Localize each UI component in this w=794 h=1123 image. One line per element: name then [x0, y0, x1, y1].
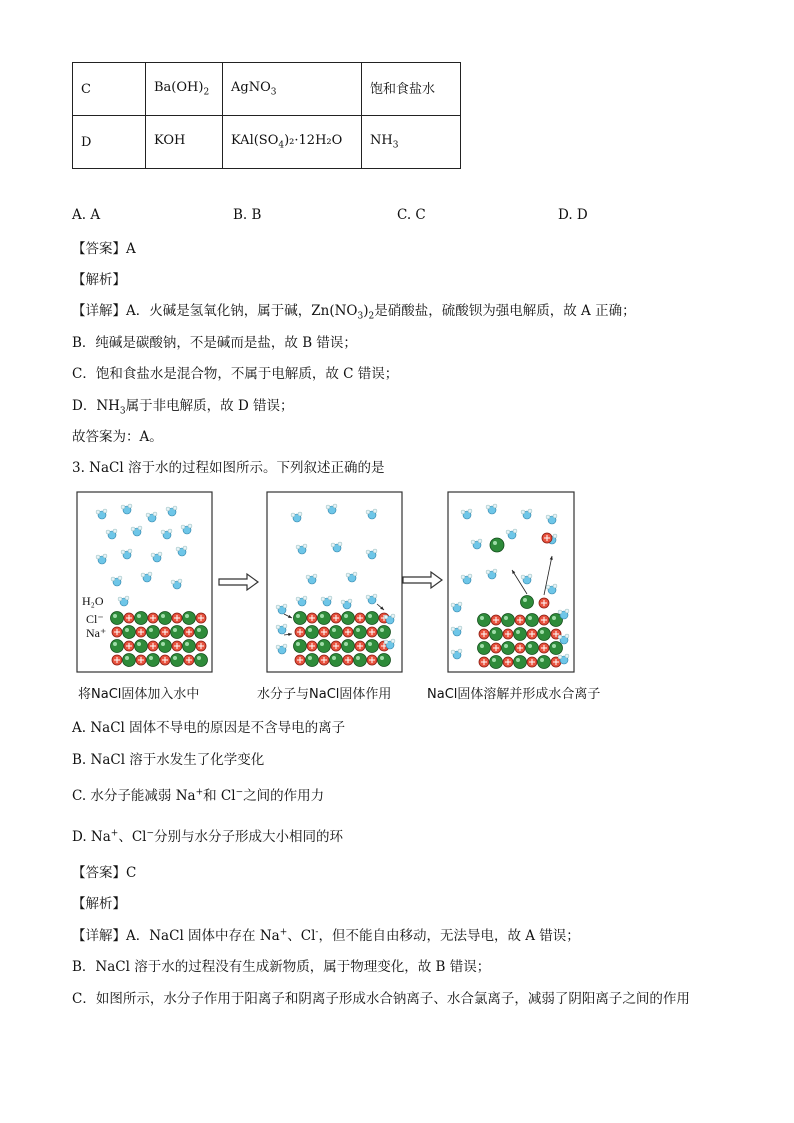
- chloride-ion: [330, 626, 343, 639]
- table-cell: AgNO$_3$: [223, 63, 362, 116]
- table-cell: D: [73, 116, 146, 169]
- label-h2o: H₂O: [82, 594, 104, 608]
- q3-stem: 3. NaCl 溶于水的过程如图所示。下列叙述正确的是: [72, 460, 385, 476]
- chloride-ion: [306, 654, 319, 667]
- chloride-ion: [318, 612, 331, 625]
- q3-analysis: 【解析】: [72, 896, 126, 912]
- table-cell: $NH_3$: [362, 116, 461, 169]
- chloride-ion: [514, 656, 527, 669]
- chloride-ion: [306, 626, 319, 639]
- chloride-ion: [135, 612, 148, 625]
- options-table: [72, 62, 461, 169]
- choice-b: B. B: [233, 207, 262, 223]
- chloride-ion: [195, 626, 208, 639]
- q2-detail-c: C．饱和食盐水是混合物，不属于电解质，故 C 错误；: [72, 366, 399, 382]
- q2-answer: 【答案】A: [72, 241, 136, 257]
- chloride-ion: [171, 654, 184, 667]
- q2-detail-b: B．纯碱是碳酸钠，不是碱而是盐，故 B 错误；: [72, 335, 357, 351]
- chloride-ion: [378, 654, 391, 667]
- chloride-ion: [195, 654, 208, 667]
- caption-2: 水分子与NaCl固体作用: [257, 687, 392, 702]
- chloride-ion: [123, 654, 136, 667]
- chloride-ion: [354, 626, 367, 639]
- table-cell: $KAl(SO_4)_2\cdot 12H_2O$: [223, 116, 362, 169]
- chloride-ion: [111, 612, 124, 625]
- chloride-ion: [330, 654, 343, 667]
- q2-conclusion: 故答案为：A。: [72, 429, 163, 445]
- table-cell: KOH: [146, 116, 223, 169]
- chloride-ion: [366, 640, 379, 653]
- q3-detail-b: B．NaCl 溶于水的过程没有生成新物质，属于物理变化，故 B 错误；: [72, 959, 491, 975]
- chloride-ion: [342, 640, 355, 653]
- chloride-ion: [478, 642, 491, 655]
- q3-detail-a: 【详解】A．NaCl 固体中存在 Na+、Cl-，但不能自由移动，无法导电，故 A 错误；: [72, 927, 580, 944]
- caption-3: NaCl固体溶解并形成水合离子: [427, 687, 601, 702]
- q3-answer: 【答案】C: [72, 865, 137, 881]
- chloride-ion: [538, 656, 551, 669]
- q2-detail-a: 【详解】A．火碱是氢氧化钠，属于碱，$Zn(NO_3)_2$是硝酸盐，硫酸钡为强电解质，故 A 正确；: [72, 303, 636, 322]
- chloride-ion: [521, 596, 534, 609]
- chloride-ion: [171, 626, 184, 639]
- q3-option-d: D. Na+、Cl−分别与水分子形成大小相同的环: [72, 828, 344, 845]
- chloride-ion: [111, 640, 124, 653]
- chloride-ion: [490, 538, 504, 552]
- chloride-ion: [159, 612, 172, 625]
- chloride-ion: [294, 612, 307, 625]
- table-cell: C: [73, 63, 146, 116]
- q2-analysis: 【解析】: [72, 272, 126, 288]
- table-cell: $Ba(OH)_2$: [146, 63, 223, 116]
- caption-1: 将NaCl固体加入水中: [78, 687, 200, 702]
- chloride-ion: [366, 612, 379, 625]
- chloride-ion: [159, 640, 172, 653]
- chloride-ion: [294, 640, 307, 653]
- chloride-ion: [378, 626, 391, 639]
- chloride-ion: [135, 640, 148, 653]
- chloride-ion: [526, 642, 539, 655]
- q3-option-a: A. NaCl 固体不导电的原因是不含导电的离子: [72, 720, 346, 736]
- chloride-ion: [538, 628, 551, 641]
- chloride-ion: [514, 628, 527, 641]
- chloride-ion: [502, 642, 515, 655]
- chloride-ion: [526, 614, 539, 627]
- table-row: [73, 63, 461, 116]
- label-na: Na⁺: [86, 626, 107, 640]
- arrow-icon: [219, 574, 258, 590]
- chloride-ion: [342, 612, 355, 625]
- choice-d: D. D: [558, 207, 588, 223]
- label-cl: Cl⁻: [86, 612, 104, 626]
- chloride-ion: [147, 626, 160, 639]
- q3-option-b: B. NaCl 溶于水发生了化学变化: [72, 752, 265, 768]
- chloride-ion: [318, 640, 331, 653]
- chloride-ion: [147, 654, 160, 667]
- chloride-ion: [183, 640, 196, 653]
- chloride-ion: [478, 614, 491, 627]
- q3-detail-c: C．如图所示，水分子作用于阳离子和阴离子形成水合钠离子、水合氯离子，减弱了阴阳离子之间的作用: [72, 991, 690, 1007]
- chloride-ion: [490, 628, 503, 641]
- chloride-ion: [123, 626, 136, 639]
- arrow-icon: [403, 572, 442, 588]
- chloride-ion: [550, 642, 563, 655]
- table-row: [73, 116, 461, 169]
- chloride-ion: [183, 612, 196, 625]
- choice-c: C. C: [397, 207, 426, 223]
- chloride-ion: [354, 654, 367, 667]
- q2-detail-d: D．$NH_3$属于非电解质，故 D 错误；: [72, 398, 294, 417]
- chloride-ion: [502, 614, 515, 627]
- choice-a: A. A: [72, 207, 101, 223]
- table-cell: 饱和食盐水: [362, 63, 461, 116]
- q3-option-c: C. 水分子能减弱 Na+和 Cl−之间的作用力: [72, 787, 325, 804]
- nacl-dissolution-figure: [72, 490, 582, 680]
- chloride-ion: [490, 656, 503, 669]
